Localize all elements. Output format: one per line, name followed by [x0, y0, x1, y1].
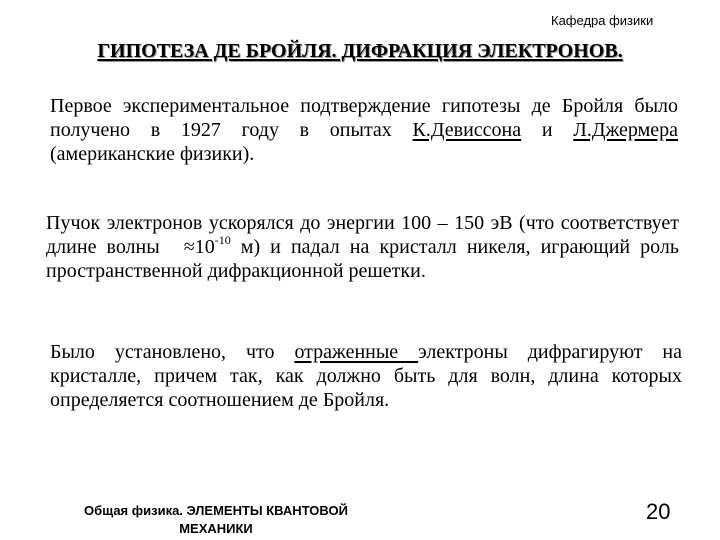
- paragraph-electron-beam-text: Пучок электронов ускорялся до энергии 100 – 150 эВ (что соответствует длине волны: [46, 212, 679, 258]
- department-label: Кафедра физики: [551, 13, 654, 28]
- paragraph-diffraction: [50, 340, 682, 412]
- approx-sign: ≈: [183, 236, 195, 258]
- paragraph-experiment: [50, 94, 678, 166]
- reflected-link[interactable]: отраженные: [294, 341, 419, 363]
- wavelength-exponent: -10: [214, 233, 231, 248]
- slide-title: ГИПОТЕЗА ДЕ БРОЙЛЯ. ДИФРАКЦИЯ ЭЛЕКТРОНОВ.: [97, 40, 623, 62]
- paragraph-experiment-text: Первое экспериментальное подтверждение гипотезы де Бройля было получено в 1927 году в опытах: [50, 95, 678, 141]
- paragraph-diffraction-text: Было установлено, что: [50, 341, 295, 363]
- paragraph-electron-beam: [46, 211, 679, 283]
- course-footer-line2: МЕХАНИКИ: [179, 521, 253, 536]
- davisson-link[interactable]: К.Девиссона: [412, 119, 522, 141]
- course-footer-line1: Общая физика. ЭЛЕМЕНТЫ КВАНТОВОЙ: [84, 503, 348, 518]
- germer-link[interactable]: Л.Джермера: [573, 119, 678, 141]
- paragraph-diffraction-ending: электроны дифрагируют на кристалле, причем так, как должно быть для волн, длина которых определяется соотношением де Бройля.: [50, 341, 683, 411]
- paragraph-experiment-connector: и: [521, 119, 574, 141]
- paragraph-electron-beam-ending: м) и падал на кристалл никеля, играющий роль пространственной дифракционной решетки.: [46, 236, 680, 282]
- page-number: 20: [646, 499, 671, 524]
- paragraph-experiment-ending: (американские физики).: [50, 143, 255, 165]
- course-footer: [66, 502, 366, 538]
- wavelength-base: 10: [194, 236, 215, 258]
